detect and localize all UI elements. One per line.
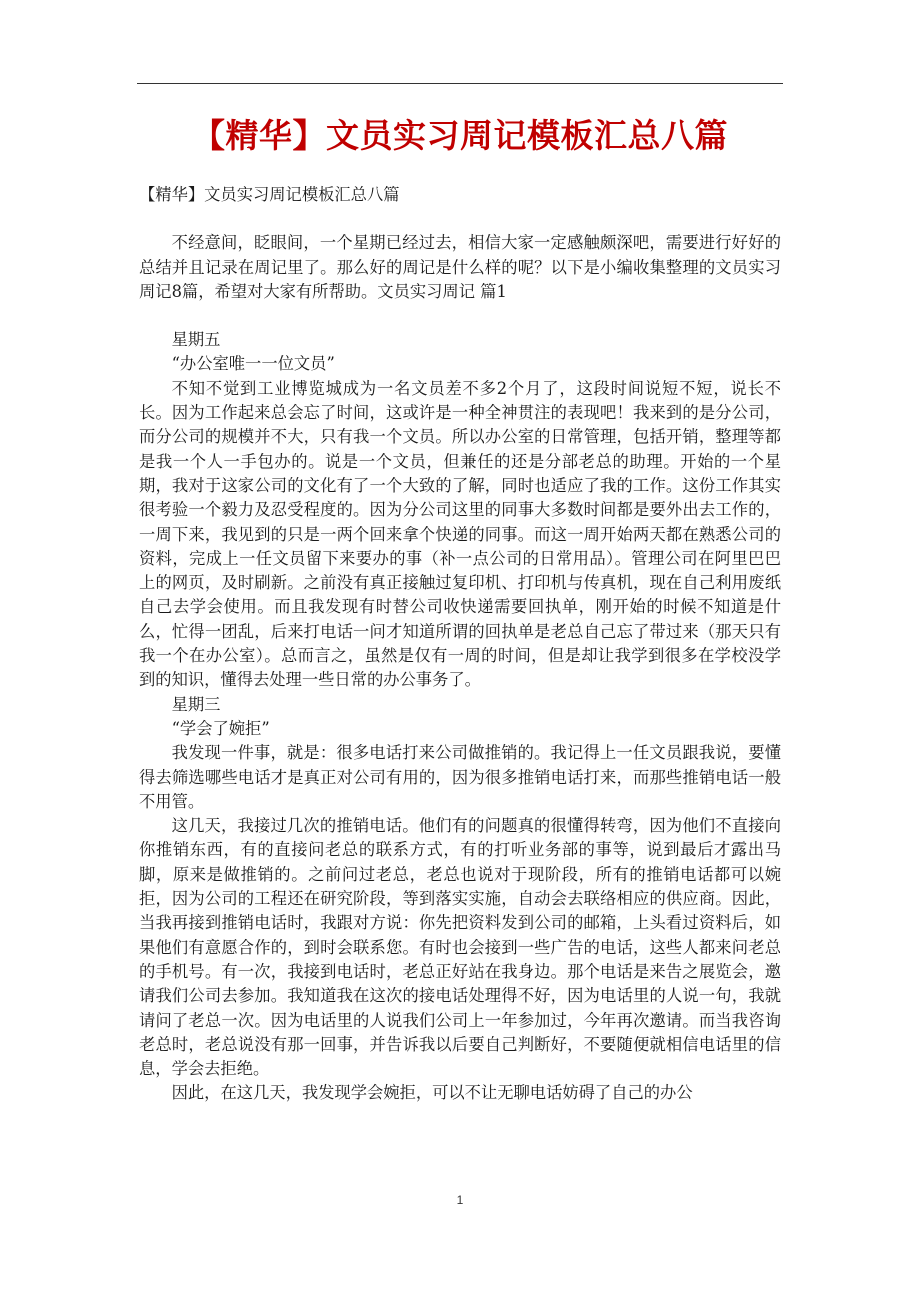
body-paragraph: 因此，在这几天，我发现学会婉拒，可以不让无聊电话妨碍了自己的办公 (171, 1083, 693, 1103)
section-day: 星期三 (171, 694, 221, 714)
subtitle: 【精华】文员实习周记模板汇总八篇 (139, 185, 400, 204)
body-paragraph: 不知不觉到工业博览城成为一名文员差不多2个月了，这段时间说短不短，说长不长。因为工作起来总会忘了时间，这或许是一种全神贯注的表现吧！我来到的是分公司，而分公司的规模并不大，只有我一个文员。所以办公室的日常管理，包括开销，整理等都是我一个人一手包办的。说是一个文员，但兼任的还是分部老总的助理。开始的一个星期，我对于这家公司的文化有了一个大致的了解，同时也适应了我的工作。这份工作其实很考验一个毅力及忍受程度的。因为分公司这里的同事大多数时间都是要外出去工作的，一周下来，我见到的只是一两个回来拿个快递的同事。而这一周开始两天都在熟悉公司的资料，完成上一任文员留下来要办的事（补一点公司的日常用品）。管理公司在阿里巴巴上的网页，及时刷新。之前没有真正接触过复印机、打印机与传真机，现在自己利用废纸自己去学会使用。而且我发现有时替公司收快递需要回执单，刚开始的时候不知道是什么，忙得一团乱，后来打电话一问才知道所谓的回执单是老总自己忘了带过来（那天只有我一个在办公室）。总而言之，虽然是仅有一周的时间，但是却让我学到很多在学校没学到的知识，懂得去处理一些日常的办公事务了。 (139, 378, 781, 690)
document-title: 【精华】文员实习周记模板汇总八篇 (192, 116, 728, 155)
section-day: 星期五 (171, 330, 221, 350)
section-heading: “办公室唯一一位文员” (171, 354, 335, 374)
page-number: 1 (456, 1193, 464, 1207)
header-rule (137, 83, 783, 84)
document-body (139, 183, 781, 1106)
body-paragraph: 这几天，我接过几次的推销电话。他们有的问题真的很懂得转弯，因为他们不直接向你推销东西，有的直接问老总的联系方式，有的打听业务部的事等，说到最后才露出马脚，原来是做推销的。之前问过老总，老总也说对于现阶段，所有的推销电话都可以婉拒，因为公司的工程还在研究阶段，等到落实实施，自动会去联络相应的供应商。因此，当我再接到推销电话时，我跟对方说：你先把资料发到公司的邮箱，上头看过资料后，如果他们有意愿合作的，到时会联系您。有时也会接到一些广告的电话，这些人都来问老总的手机号。有一次，我接到电话时，老总正好站在我身边。那个电话是来告之展览会，邀请我们公司去参加。我知道我在这次的接电话处理得不好，因为电话里的人说一句，我就请问了老总一次。因为电话里的人说我们公司上一年参加过，今年再次邀请。而当我咨询老总时，老总说没有那一回事，并告诉我以后要自己判断好，不要随便就相信电话里的信息，学会去拒绝。 (139, 816, 781, 1079)
section-heading: “学会了婉拒” (171, 718, 270, 738)
intro-paragraph: 不经意间，眨眼间，一个星期已经过去，相信大家一定感触颇深吧，需要进行好好的总结并且记录在周记里了。那么好的周记是什么样的呢？以下是小编收集整理的文员实习周记8篇，希望对大家有所帮助。文员实习周记 篇1 (139, 233, 781, 301)
body-paragraph: 我发现一件事，就是：很多电话打来公司做推销的。我记得上一任文员跟我说，要懂得去筛选哪些电话才是真正对公司有用的，因为很多推销电话打来，而那些推销电话一般不用管。 (139, 743, 781, 811)
